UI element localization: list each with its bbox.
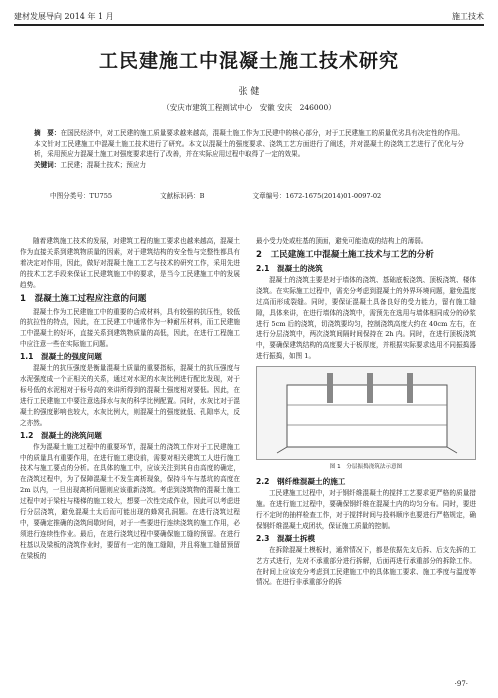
article-title: 工民建施工中混凝土施工技术研究: [98, 50, 399, 72]
header-section: 施工技术: [452, 12, 484, 21]
section-2-2-heading: 2.2 钢纤维混凝土的施工: [256, 477, 346, 487]
running-header: [14, 6, 484, 26]
keywords: 工民建；混凝土技术；预应力: [60, 160, 147, 169]
abstract: [34, 128, 464, 170]
abstract-label: 摘 要：: [34, 129, 61, 137]
intro-paragraph: 随着建筑施工技术的发展，对建筑工程的施工要求也越来越高，混凝土作为直接关系到建筑物质量的因素，对于建筑结构的安全性与完整性都具有着决定对作用，因此，做好对混凝土施工工艺与技术的研究工作，采用先进的技术工艺手段来保证工民建筑施工中的要求，是当今工民建施工中的发展趋势。: [20, 237, 240, 289]
section-1-2-heading: 1.2 混凝土的浇筑问题: [20, 430, 102, 440]
layered-pouring-diagram: [257, 367, 477, 459]
keywords-label: 关键词：: [34, 160, 61, 169]
author: 张 健: [238, 87, 260, 97]
section-2-2-paragraph: 工民建施工过程中，对于钢纤维混凝土的搅拌工艺要求更严格的质量措施。在进行施工过程中，要确保钢纤维在混凝土内的均匀分布。同时，要进行不定时的抽样检查工作，对于搅拌时间与投料顺序也要进行严格规定，确保钢纤维混凝土成团状，保证施工质量的控制。: [256, 489, 476, 530]
article-meta: [50, 190, 470, 200]
section-2-3-heading: 2.3 混凝土拆模: [256, 533, 316, 543]
abstract-text: 在国民经济中，对工民建的施工质量要求越来越高，混凝土施工作为工民建中的核心部分，对于工民建施工的质量优劣具有决定性的作用。本文针对工民建施工中混凝土施工技术进行了研究。本文以混凝土的强度要求、浇筑工艺方面进行了阐述，并对混凝土的浇筑工艺进行了优化与分析，采用预应力混凝土施工对强度要求进行了改善，并在实际应用过程中取得了一定的效果。: [34, 129, 465, 158]
section-1-1-heading: 1.1 混凝土的强度问题: [20, 352, 102, 362]
section-2-1-paragraph: 混凝土的浇筑主要是对于墙体的浇筑、基础底板浇筑、顶板浇筑、楼体浇筑。在实际施工过程中，需充分考虑到混凝土的外界环境问题，避免温度过高而形成裂缝。同时，要保证混凝土具备良好的受力能力，留有施工缝隙，具体来讲，在进行墙体的浇筑中，需预先在选用与墙体相同成分的砂浆进行 5cm 后的浇筑，切浇筑要均匀，控制浇筑高度大约在 40cm 左右，在进行分层浇筑中，两次浇筑间隔时间保持在 2h 内。同时，在进行顶板浇筑中，要确保建筑结构的高度要大于板厚度，并根据实际要求选用不同振捣器进行振捣，如图 1。: [256, 275, 476, 361]
header-journal: 建材发展导向 2014 年 1 月: [14, 12, 114, 21]
clc-number: 中图分类号：TU755: [50, 192, 113, 200]
section-2-heading: 2 工民建施工中混凝土施工技术与工艺的分析: [256, 249, 434, 260]
section-1-heading: 1 混凝土施工过程应注意的问题: [20, 293, 147, 304]
section-2-3-paragraph: 在拆除混凝土模板时，通常情况下，都是依据先支后拆、后支先拆的工艺方式进行，先对不承重部分进行拆解，后面再进行承重部分的拆除工作。在时间上应该充分考虑到工民建施工中的具体施工要求、施工季度与温度等情况。在进行非承重部分的拆: [256, 545, 476, 587]
right-column: [256, 236, 476, 588]
document-code: 文献标识码：B: [160, 192, 205, 200]
section-1-1-paragraph: 混凝土的抗压强度是衡量混凝土质量的重要指标，混凝土的抗压强度与水泥强度成一个正相关的关系，通过对水泥的水灰比例进行配比发现，对于标号低的水泥相对于标号高的来讲所得到的混凝土强度相对要低。因此，在进行工民建施工中要注意选择水与灰的科学比例配置。同时，水灰比对于混凝土的强度影响也较大，水灰比例大，则混凝土的强度就低、孔隙率大，反之亦然。: [20, 364, 240, 427]
left-column: [20, 236, 240, 562]
section-1-2-paragraph: 作为混凝土施工过程中的重要环节，混凝土的浇筑工作对于工民建施工中的质量具有重要作用，在进行施工建设前，需要对相关建筑工人进行施工技术与施工要点的分析。在具体的施工中，应该关注到其自由高度的确定，在浇筑过程中，为了保障混凝土不发生离析现象，保持斗车与基坑的高度在 2m 以内，一旦出现离析问题则应该重新浇筑。考虑到浇筑物的混凝土施工过程中对于梁柱与楼梯的施工较大，想要一次性完成作业，因此可以考虑进行分层浇筑，避免混凝土太后而可能出现的蜂窝孔洞题。在进行浇筑过程中，要确定推确的浇筑间歇时间，对于一些要进行连续浇筑的施工作用，必须进行连续性作业。最后，在进行浇筑过程中要确保施工缝的预留。在进行柱基以及梁板的浇筑作业时，要留有一定的施工缝隙，并且将施工缝留预留在梁板的: [20, 442, 240, 560]
section-1-paragraph: 混凝土作为工民建施工中的重要的合成材料，具有较强的抗压性，较低的抗拉性的特点，因此，在工民建工中通常作为一种耐压材料，而工民建施工中混凝土的好坏，直接关系到建筑物质量的高低，因此，在进行工程施工中应注意一些在实际施工问题。: [20, 307, 240, 349]
affiliation: （安庆市建筑工程测试中心 安徽 安庆 246000）: [162, 103, 336, 112]
page-number: ·97·: [454, 680, 468, 688]
continued-paragraph: 最小受力处或柱基的顶面，避免可能造成的结构上的薄弱。: [256, 237, 428, 245]
article-number: 文章编号：1672-1675(2014)01-0097-02: [252, 192, 382, 200]
figure-1: [256, 366, 476, 460]
figure-1-caption: 图 1 分层振捣浇筑法示意图: [329, 464, 403, 471]
section-2-1-heading: 2.1 混凝土的浇筑: [256, 263, 323, 273]
